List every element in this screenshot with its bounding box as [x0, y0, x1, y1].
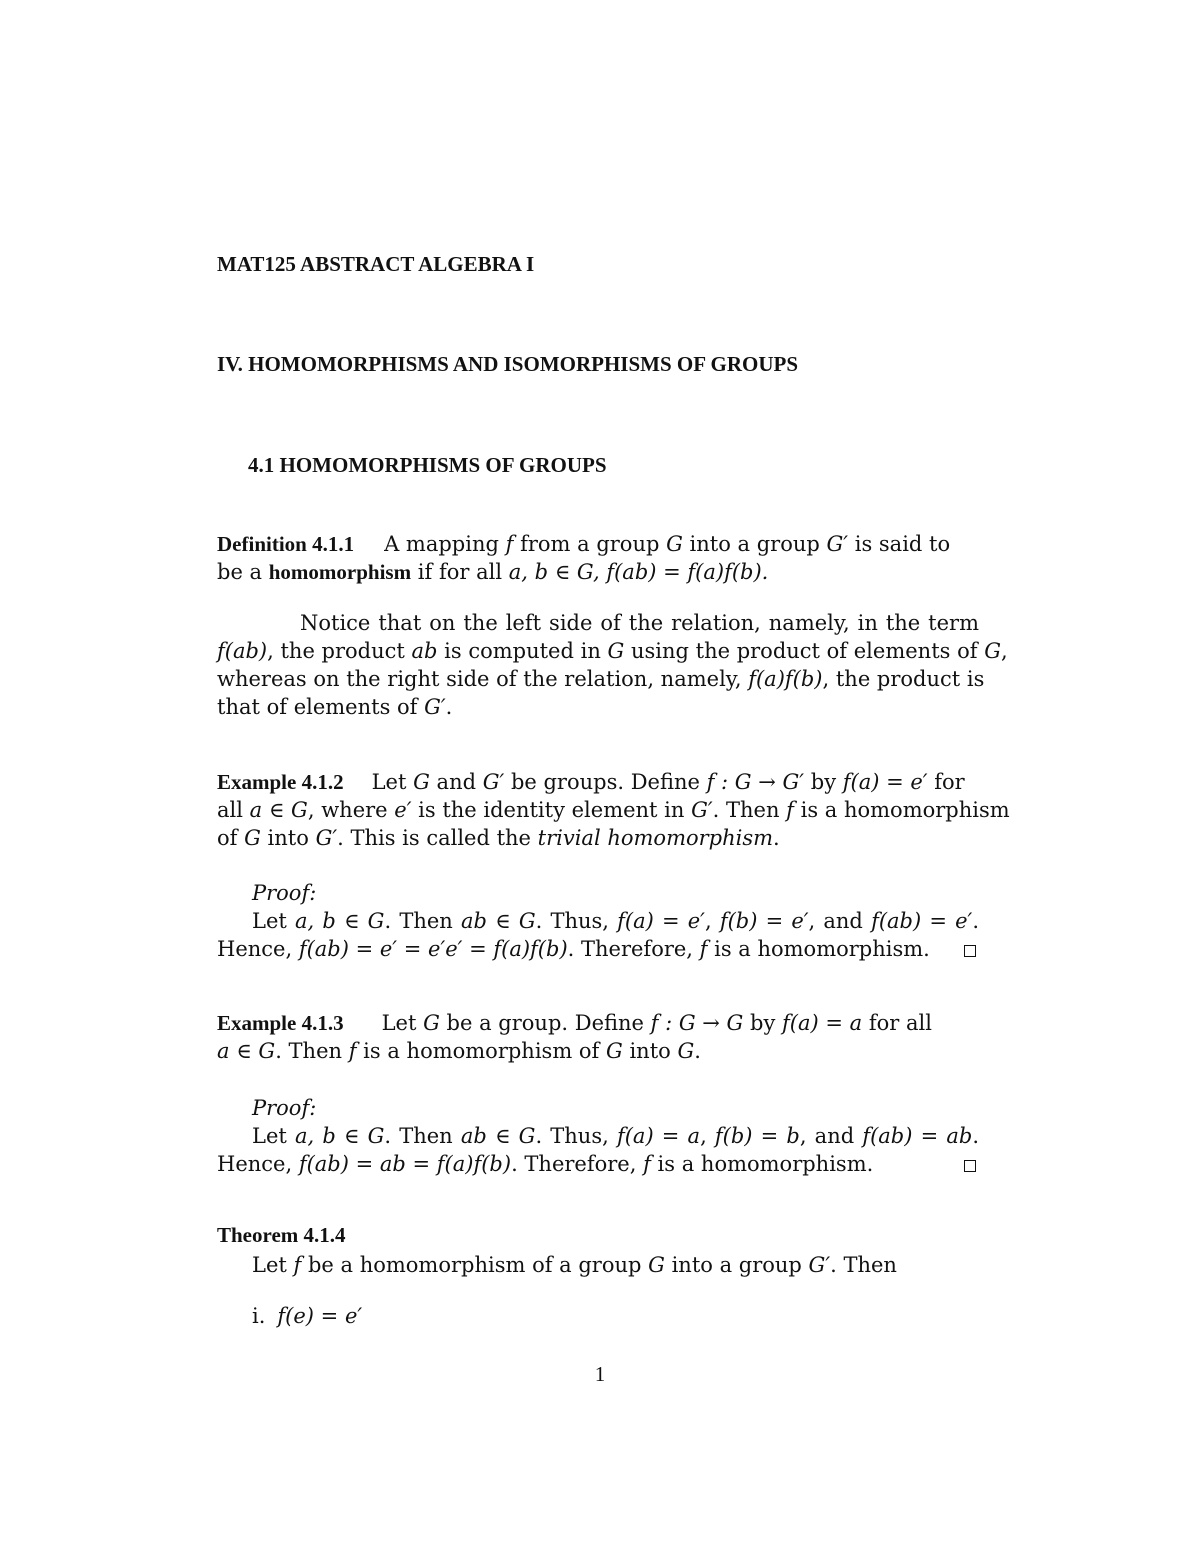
math-symbol: f	[699, 937, 708, 961]
math-expression: a ∈ G	[249, 798, 308, 822]
definition-line-1	[217, 530, 950, 558]
math-expression: f(a) = a	[616, 1124, 701, 1148]
text: . This is called the	[337, 826, 538, 850]
text: that of elements of	[217, 695, 425, 719]
text: for all	[862, 1011, 932, 1035]
theorem-statement	[252, 1251, 897, 1279]
notice-line-2	[217, 637, 1008, 665]
definition-label: Definition 4.1.1	[217, 532, 355, 556]
math-symbol: G	[666, 532, 683, 556]
math-expression: f(ab) = e′ = e′e′ = f(a)f(b)	[298, 937, 568, 961]
text: .	[694, 1039, 701, 1063]
example-3-proof-line-1	[252, 1122, 979, 1150]
example-2-proof-line-1	[252, 907, 979, 935]
math-symbol: G′	[808, 1253, 831, 1277]
theorem-label	[217, 1221, 346, 1249]
example-3-line-2	[217, 1037, 701, 1065]
text: by	[743, 1011, 783, 1035]
math-symbol: G′	[482, 770, 505, 794]
text: , the product	[267, 639, 412, 663]
text: . Thus,	[535, 909, 618, 933]
text: .	[972, 909, 980, 933]
text: Proof:	[252, 1096, 317, 1120]
text: , the product is	[822, 667, 985, 691]
text: . Therefore,	[567, 937, 700, 961]
text: into	[622, 1039, 678, 1063]
text: be groups. Define	[504, 770, 707, 794]
text: .	[972, 1124, 979, 1148]
text: . Then	[384, 909, 461, 933]
text: Let	[381, 1011, 424, 1035]
theorem-item-i	[252, 1302, 362, 1330]
defined-term: homomorphism	[268, 560, 412, 584]
text: if for all	[411, 560, 509, 584]
text: A mapping	[384, 532, 506, 556]
course-title: MAT125 ABSTRACT ALGEBRA I	[217, 252, 535, 276]
notice-line-4	[217, 693, 452, 721]
math-expression: f(b) = b	[714, 1124, 800, 1148]
text: be a homomorphism of a group	[301, 1253, 649, 1277]
math-expression: f : G → G′	[706, 770, 805, 794]
math-expression: ab ∈ G	[460, 909, 536, 933]
math-symbol: G′	[424, 695, 446, 719]
math-symbol: f	[786, 798, 794, 822]
text: from a group	[513, 532, 667, 556]
text: using the product of elements of	[624, 639, 985, 663]
qed-square-icon	[964, 945, 976, 957]
math-expression: f(e) = e′	[277, 1304, 363, 1328]
text: .	[445, 695, 453, 719]
math-expression: a ∈ G	[217, 1039, 276, 1063]
text: for	[927, 770, 965, 794]
proof-label	[252, 1094, 316, 1122]
example-3-line-1	[217, 1009, 932, 1037]
math-expression: f : G → G	[650, 1011, 744, 1035]
math-symbol: G	[984, 639, 1001, 663]
notice-line-1: Notice that on the left side of the relation, namely, in the term	[300, 611, 979, 635]
math-expression: f(a) = e′	[617, 909, 705, 933]
math-expression: f(a) = a	[782, 1011, 863, 1035]
example-2-line-1	[217, 768, 965, 796]
math-expression: f(a)f(b)	[748, 667, 823, 691]
text: into a group	[682, 532, 827, 556]
notice-line-3	[217, 665, 985, 693]
definition-line-2	[217, 558, 768, 586]
math-symbol: G	[413, 770, 430, 794]
text: be a	[217, 560, 269, 584]
text: is said to	[848, 532, 951, 556]
math-symbol: e′	[394, 798, 412, 822]
math-symbol: ab	[411, 639, 438, 663]
example-2-proof-line-2	[217, 935, 930, 963]
math-symbol: G	[607, 639, 625, 663]
math-expression: a, b ∈ G	[294, 909, 385, 933]
math-symbol: f	[348, 1039, 357, 1063]
text: Proof:	[252, 881, 317, 905]
text: is a homomorphism of	[356, 1039, 606, 1063]
section-title: 4.1 HOMOMORPHISMS OF GROUPS	[248, 453, 607, 477]
text: . Then	[712, 798, 787, 822]
text: into	[260, 826, 316, 850]
text: Hence,	[217, 937, 299, 961]
math-expression: f(b) = e′	[719, 909, 809, 933]
text: whereas on the right side of the relation, namely,	[217, 667, 749, 691]
text: , where	[307, 798, 395, 822]
example-2-line-2	[217, 796, 1010, 824]
text: is computed in	[437, 639, 608, 663]
math-expression: f(ab) = f(a)f(b).	[606, 560, 769, 584]
math-symbol: G	[677, 1039, 695, 1063]
example-label: Example 4.1.3	[217, 1011, 344, 1035]
text: all	[217, 798, 250, 822]
qed-square-icon	[964, 1160, 976, 1172]
text: is a homomorphism.	[650, 1152, 874, 1176]
text: Let	[371, 770, 414, 794]
text: . Then	[384, 1124, 461, 1148]
example-2-line-3	[217, 824, 780, 852]
text: is a homomorphism.	[707, 937, 930, 961]
text: Let	[252, 1253, 294, 1277]
proof-label	[252, 879, 316, 907]
page-number: 1	[594, 1362, 606, 1386]
math-symbol: G	[648, 1253, 665, 1277]
text: is the identity element in	[411, 798, 692, 822]
text: by	[804, 770, 843, 794]
text: , and	[808, 909, 872, 933]
math-expression: f(ab) = ab	[862, 1124, 973, 1148]
math-expression: a, b ∈ G	[294, 1124, 385, 1148]
math-symbol: f	[505, 532, 514, 556]
math-expression: f(ab) = ab = f(a)f(b)	[298, 1152, 512, 1176]
text: into a group	[664, 1253, 809, 1277]
list-marker: i.	[252, 1304, 266, 1328]
math-expression: f(ab) = e′	[871, 909, 973, 933]
text: .	[773, 826, 780, 850]
text: Theorem 4.1.4	[217, 1223, 346, 1247]
math-expression: f(ab)	[217, 639, 268, 663]
math-symbol: G′	[315, 826, 338, 850]
text: is a homomorphism	[793, 798, 1010, 822]
math-expression: f(a) = e′	[842, 770, 928, 794]
text: Let	[252, 909, 295, 933]
text: . Thus,	[535, 1124, 617, 1148]
example-3-proof-line-2	[217, 1150, 873, 1178]
math-symbol: G′	[691, 798, 713, 822]
math-symbol: G	[423, 1011, 440, 1035]
math-symbol: f	[293, 1253, 302, 1277]
chapter-title: IV. HOMOMORPHISMS AND ISOMORPHISMS OF GROUPS	[217, 352, 799, 376]
math-symbol: G	[606, 1039, 623, 1063]
text: , and	[799, 1124, 863, 1148]
example-label: Example 4.1.2	[217, 770, 344, 794]
text: ,	[1000, 639, 1008, 663]
math-expression: ab ∈ G	[460, 1124, 536, 1148]
math-symbol: f	[643, 1152, 651, 1176]
emphasized-term: trivial homomorphism	[537, 826, 774, 850]
math-expression: a, b ∈ G,	[508, 560, 600, 584]
text: . Then	[830, 1253, 897, 1277]
text: of	[217, 826, 245, 850]
text: ,	[700, 1124, 715, 1148]
text: . Then	[275, 1039, 349, 1063]
math-symbol: G′	[826, 532, 849, 556]
text: ,	[704, 909, 720, 933]
text: Hence,	[217, 1152, 299, 1176]
text: and	[429, 770, 483, 794]
text: be a group. Define	[439, 1011, 651, 1035]
text: . Therefore,	[511, 1152, 644, 1176]
text: Let	[252, 1124, 295, 1148]
math-symbol: G	[244, 826, 261, 850]
